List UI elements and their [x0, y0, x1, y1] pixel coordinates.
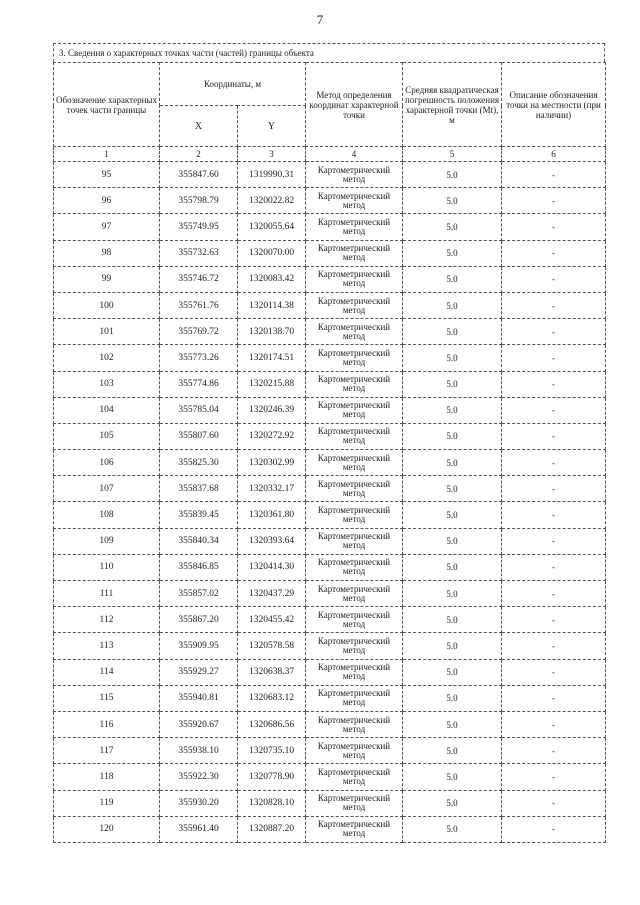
- coordinate-x-cell: 355749.95: [160, 214, 238, 240]
- coordinate-x-cell: 355769.72: [160, 319, 238, 345]
- table-row: [54, 633, 606, 659]
- accuracy-cell: 5.0: [403, 240, 502, 266]
- description-cell: -: [502, 659, 606, 685]
- coordinate-y-cell: 1320302.99: [238, 450, 306, 476]
- coordinate-x-cell: 355807.60: [160, 423, 238, 449]
- point-id-cell: 109: [54, 528, 160, 554]
- method-cell: Картометрический метод: [306, 397, 403, 423]
- description-cell: -: [502, 554, 606, 580]
- description-cell: -: [502, 240, 606, 266]
- table-row: [54, 816, 606, 842]
- point-id-cell: 101: [54, 319, 160, 345]
- coordinate-y-cell: 1320361.80: [238, 502, 306, 528]
- coordinate-x-cell: 355839.45: [160, 502, 238, 528]
- table-row: [54, 685, 606, 711]
- point-id-cell: 102: [54, 345, 160, 371]
- accuracy-cell: 5.0: [403, 607, 502, 633]
- coordinate-x-cell: 355732.63: [160, 240, 238, 266]
- coordinate-y-cell: 1320828.10: [238, 790, 306, 816]
- section-title: 3. Сведения о характерных точках части (частей) границы объекта: [53, 43, 605, 62]
- point-id-cell: 117: [54, 738, 160, 764]
- method-cell: Картометрический метод: [306, 319, 403, 345]
- accuracy-cell: 5.0: [403, 292, 502, 318]
- table-row: [54, 790, 606, 816]
- coordinate-y-cell: 1320735.10: [238, 738, 306, 764]
- method-cell: Картометрический метод: [306, 292, 403, 318]
- coordinate-x-cell: 355825.30: [160, 450, 238, 476]
- coordinate-y-cell: 1320174.51: [238, 345, 306, 371]
- accuracy-cell: 5.0: [403, 554, 502, 580]
- point-id-cell: 106: [54, 450, 160, 476]
- table-row: [54, 502, 606, 528]
- method-cell: Картометрический метод: [306, 528, 403, 554]
- method-cell: Картометрический метод: [306, 607, 403, 633]
- method-cell: Картометрический метод: [306, 633, 403, 659]
- description-cell: -: [502, 476, 606, 502]
- method-cell: Картометрический метод: [306, 554, 403, 580]
- point-id-cell: 114: [54, 659, 160, 685]
- coordinate-y-cell: 1320638.37: [238, 659, 306, 685]
- point-id-cell: 120: [54, 816, 160, 842]
- point-id-cell: 113: [54, 633, 160, 659]
- header-x: X: [160, 106, 238, 147]
- coordinate-y-cell: 1320455.42: [238, 607, 306, 633]
- table-body: [54, 162, 606, 843]
- accuracy-cell: 5.0: [403, 345, 502, 371]
- point-id-cell: 99: [54, 266, 160, 292]
- accuracy-cell: 5.0: [403, 188, 502, 214]
- table-row: [54, 450, 606, 476]
- description-cell: -: [502, 711, 606, 737]
- coordinate-x-cell: 355961.40: [160, 816, 238, 842]
- table-row: [54, 554, 606, 580]
- column-number: 6: [502, 147, 606, 162]
- table-row: [54, 581, 606, 607]
- coordinate-y-cell: 1320683.12: [238, 685, 306, 711]
- point-id-cell: 115: [54, 685, 160, 711]
- point-id-cell: 112: [54, 607, 160, 633]
- accuracy-cell: 5.0: [403, 685, 502, 711]
- table-row: [54, 711, 606, 737]
- accuracy-cell: 5.0: [403, 214, 502, 240]
- table-row: [54, 659, 606, 685]
- coordinate-x-cell: 355857.02: [160, 581, 238, 607]
- method-cell: Картометрический метод: [306, 240, 403, 266]
- accuracy-cell: 5.0: [403, 528, 502, 554]
- method-cell: Картометрический метод: [306, 685, 403, 711]
- accuracy-cell: 5.0: [403, 711, 502, 737]
- description-cell: -: [502, 685, 606, 711]
- coordinate-y-cell: 1320778.90: [238, 764, 306, 790]
- point-id-cell: 98: [54, 240, 160, 266]
- description-cell: -: [502, 214, 606, 240]
- table-row: [54, 371, 606, 397]
- table-row: [54, 240, 606, 266]
- table-row: [54, 764, 606, 790]
- coordinate-y-cell: 1320437.29: [238, 581, 306, 607]
- header-description: Описание обозначения точки на местности (при наличии): [502, 63, 606, 147]
- accuracy-cell: 5.0: [403, 476, 502, 502]
- description-cell: -: [502, 450, 606, 476]
- description-cell: -: [502, 528, 606, 554]
- method-cell: Картометрический метод: [306, 659, 403, 685]
- accuracy-cell: 5.0: [403, 162, 502, 188]
- table-row: [54, 397, 606, 423]
- coordinate-x-cell: 355761.76: [160, 292, 238, 318]
- coordinate-y-cell: 1320272.92: [238, 423, 306, 449]
- method-cell: Картометрический метод: [306, 188, 403, 214]
- description-cell: -: [502, 292, 606, 318]
- description-cell: -: [502, 397, 606, 423]
- header-accuracy: Средняя квадратическая погрешность положения характерной точки (Мt), м: [403, 63, 502, 147]
- point-id-cell: 119: [54, 790, 160, 816]
- coordinate-x-cell: 355909.95: [160, 633, 238, 659]
- coordinate-x-cell: 355746.72: [160, 266, 238, 292]
- coordinate-x-cell: 355840.34: [160, 528, 238, 554]
- method-cell: Картометрический метод: [306, 214, 403, 240]
- description-cell: -: [502, 738, 606, 764]
- coordinate-y-cell: 1320393.64: [238, 528, 306, 554]
- coordinate-x-cell: 355930.20: [160, 790, 238, 816]
- description-cell: -: [502, 581, 606, 607]
- description-cell: -: [502, 502, 606, 528]
- table-row: [54, 528, 606, 554]
- point-id-cell: 111: [54, 581, 160, 607]
- header-point-designation: Обозначение характерных точек части границы: [54, 63, 160, 147]
- coordinate-x-cell: 355773.26: [160, 345, 238, 371]
- point-id-cell: 116: [54, 711, 160, 737]
- point-id-cell: 103: [54, 371, 160, 397]
- point-id-cell: 118: [54, 764, 160, 790]
- description-cell: -: [502, 371, 606, 397]
- column-number: 2: [160, 147, 238, 162]
- coordinate-y-cell: 1320138.70: [238, 319, 306, 345]
- coordinate-x-cell: 355938.10: [160, 738, 238, 764]
- table-row: [54, 214, 606, 240]
- coordinate-x-cell: 355785.04: [160, 397, 238, 423]
- method-cell: Картометрический метод: [306, 162, 403, 188]
- table-row: [54, 162, 606, 188]
- coordinate-y-cell: 1320887.20: [238, 816, 306, 842]
- method-cell: Картометрический метод: [306, 423, 403, 449]
- method-cell: Картометрический метод: [306, 738, 403, 764]
- column-number: 3: [238, 147, 306, 162]
- accuracy-cell: 5.0: [403, 371, 502, 397]
- coordinate-y-cell: 1320578.58: [238, 633, 306, 659]
- coordinate-x-cell: 355867.20: [160, 607, 238, 633]
- description-cell: -: [502, 345, 606, 371]
- description-cell: -: [502, 633, 606, 659]
- table-row: [54, 738, 606, 764]
- coordinate-x-cell: 355920.67: [160, 711, 238, 737]
- coordinate-y-cell: 1320055.64: [238, 214, 306, 240]
- description-cell: -: [502, 423, 606, 449]
- accuracy-cell: 5.0: [403, 790, 502, 816]
- coordinate-y-cell: 1320070.00: [238, 240, 306, 266]
- accuracy-cell: 5.0: [403, 816, 502, 842]
- point-id-cell: 104: [54, 397, 160, 423]
- method-cell: Картометрический метод: [306, 711, 403, 737]
- column-number: 1: [54, 147, 160, 162]
- table-row: [54, 188, 606, 214]
- accuracy-cell: 5.0: [403, 266, 502, 292]
- coordinate-x-cell: 355846.85: [160, 554, 238, 580]
- header-coordinates: Координаты, м: [160, 63, 306, 106]
- table-row: [54, 607, 606, 633]
- point-id-cell: 105: [54, 423, 160, 449]
- accuracy-cell: 5.0: [403, 423, 502, 449]
- point-id-cell: 97: [54, 214, 160, 240]
- table-row: [54, 292, 606, 318]
- table-row: [54, 423, 606, 449]
- page-number: 7: [316, 12, 324, 27]
- coordinate-x-cell: 355940.81: [160, 685, 238, 711]
- table-row: [54, 319, 606, 345]
- description-cell: -: [502, 266, 606, 292]
- coordinate-y-cell: 1320114.38: [238, 292, 306, 318]
- coordinate-x-cell: 355847.60: [160, 162, 238, 188]
- coordinate-y-cell: 1320246.39: [238, 397, 306, 423]
- point-id-cell: 96: [54, 188, 160, 214]
- method-cell: Картометрический метод: [306, 371, 403, 397]
- accuracy-cell: 5.0: [403, 764, 502, 790]
- boundary-points-table: [53, 62, 606, 843]
- method-cell: Картометрический метод: [306, 790, 403, 816]
- point-id-cell: 107: [54, 476, 160, 502]
- accuracy-cell: 5.0: [403, 397, 502, 423]
- point-id-cell: 95: [54, 162, 160, 188]
- point-id-cell: 100: [54, 292, 160, 318]
- coordinate-y-cell: 1320332.17: [238, 476, 306, 502]
- header-method: Метод определения координат характерной точки: [306, 63, 403, 147]
- point-id-cell: 108: [54, 502, 160, 528]
- coordinate-y-cell: 1320414.30: [238, 554, 306, 580]
- accuracy-cell: 5.0: [403, 633, 502, 659]
- description-cell: -: [502, 162, 606, 188]
- coordinate-x-cell: 355929.27: [160, 659, 238, 685]
- description-cell: -: [502, 816, 606, 842]
- point-id-cell: 110: [54, 554, 160, 580]
- column-number-row: [54, 147, 606, 162]
- coordinate-x-cell: 355922.30: [160, 764, 238, 790]
- coordinate-y-cell: 1320022.82: [238, 188, 306, 214]
- description-cell: -: [502, 188, 606, 214]
- table-row: [54, 476, 606, 502]
- method-cell: Картометрический метод: [306, 450, 403, 476]
- accuracy-cell: 5.0: [403, 659, 502, 685]
- table-row: [54, 266, 606, 292]
- accuracy-cell: 5.0: [403, 738, 502, 764]
- coordinate-y-cell: 1320686.56: [238, 711, 306, 737]
- coordinate-y-cell: 1320083.42: [238, 266, 306, 292]
- column-number: 5: [403, 147, 502, 162]
- table-row: [54, 345, 606, 371]
- header-y: Y: [238, 106, 306, 147]
- method-cell: Картометрический метод: [306, 266, 403, 292]
- boundary-points-section: [53, 43, 605, 843]
- description-cell: -: [502, 790, 606, 816]
- coordinate-x-cell: 355837.68: [160, 476, 238, 502]
- description-cell: -: [502, 319, 606, 345]
- coordinate-y-cell: 1320215.88: [238, 371, 306, 397]
- coordinate-y-cell: 1319990.31: [238, 162, 306, 188]
- method-cell: Картометрический метод: [306, 581, 403, 607]
- method-cell: Картометрический метод: [306, 502, 403, 528]
- accuracy-cell: 5.0: [403, 450, 502, 476]
- coordinate-x-cell: 355774.86: [160, 371, 238, 397]
- method-cell: Картометрический метод: [306, 764, 403, 790]
- accuracy-cell: 5.0: [403, 502, 502, 528]
- description-cell: -: [502, 607, 606, 633]
- method-cell: Картометрический метод: [306, 816, 403, 842]
- accuracy-cell: 5.0: [403, 581, 502, 607]
- column-number: 4: [306, 147, 403, 162]
- accuracy-cell: 5.0: [403, 319, 502, 345]
- method-cell: Картометрический метод: [306, 345, 403, 371]
- description-cell: -: [502, 764, 606, 790]
- method-cell: Картометрический метод: [306, 476, 403, 502]
- coordinate-x-cell: 355798.79: [160, 188, 238, 214]
